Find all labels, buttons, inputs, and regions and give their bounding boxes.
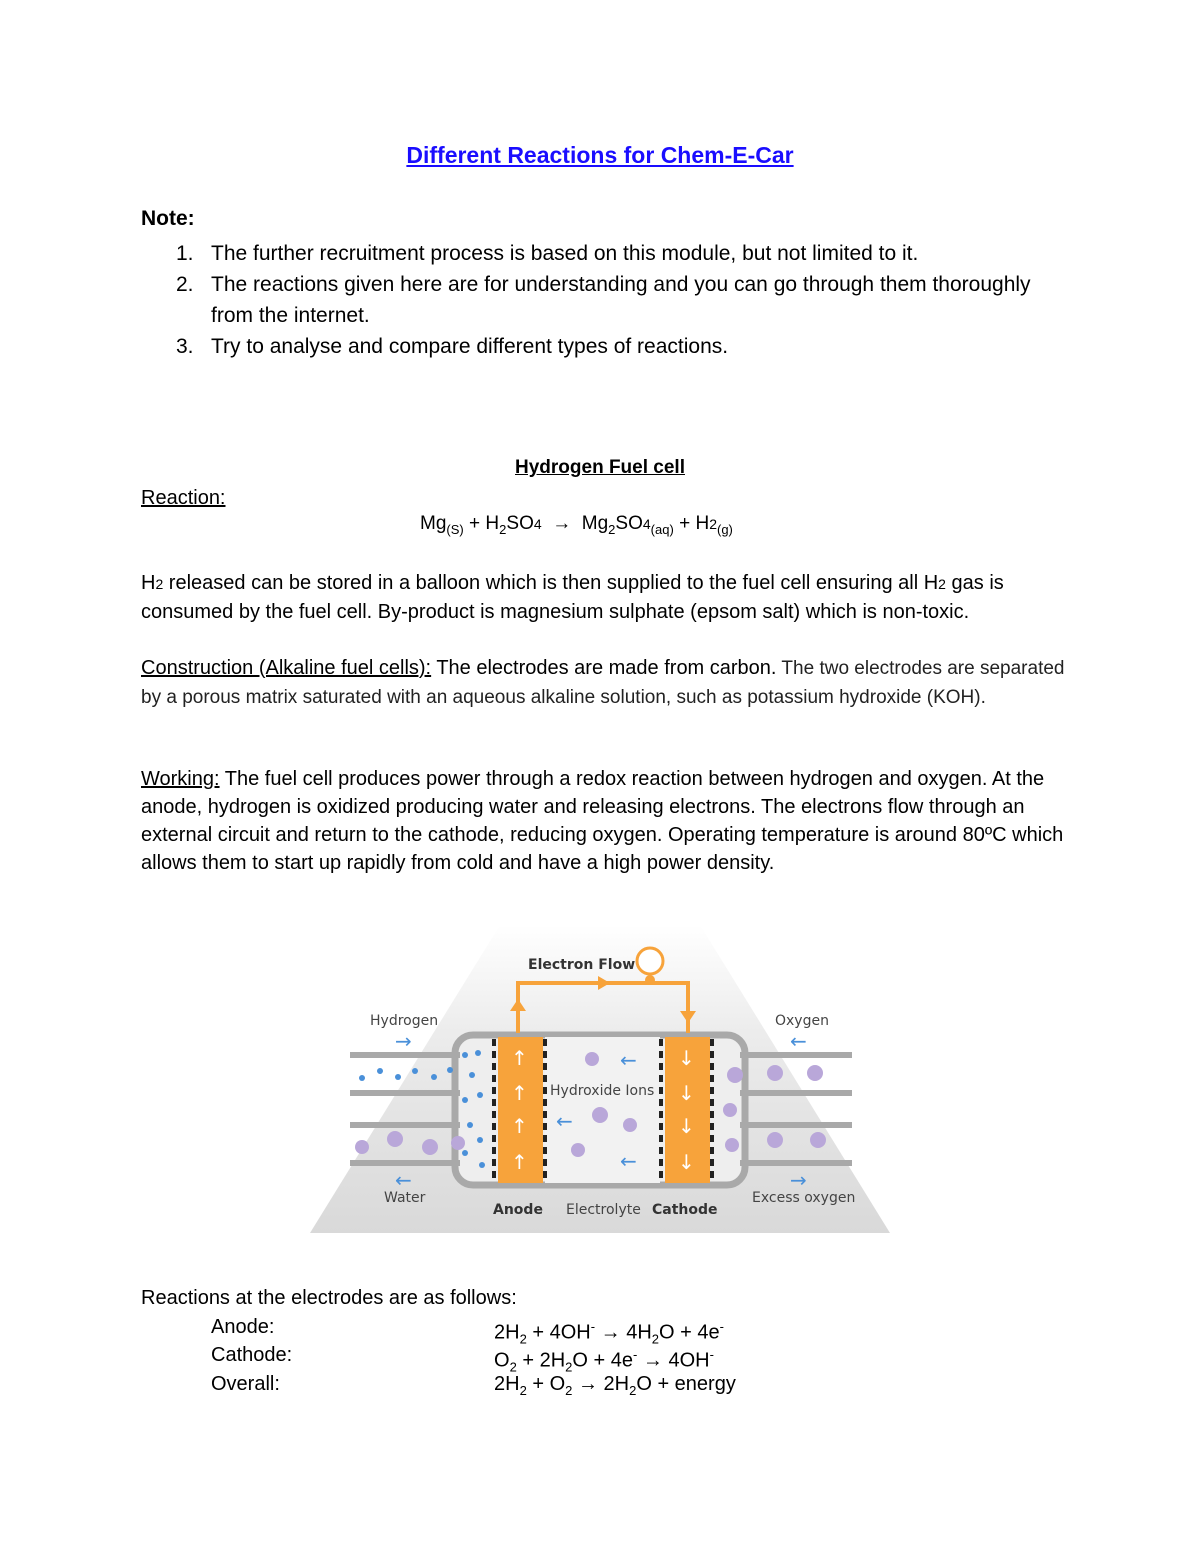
eq-sub: 2: [509, 1359, 517, 1375]
eq-term: O + 4e: [659, 1321, 720, 1344]
hydrogen-label: Hydrogen: [370, 1013, 439, 1029]
electrode-name-cathode: Cathode:: [211, 1344, 293, 1366]
svg-text:↑: ↑: [511, 1114, 528, 1138]
list-number: 1.: [176, 242, 194, 265]
fuel-cell-svg: [300, 925, 900, 1235]
svg-text:→: →: [395, 1029, 412, 1053]
fuel-cell-diagram: [300, 925, 900, 1235]
page-title[interactable]: Different Reactions for Chem-E-Car: [406, 142, 794, 168]
list-number: 3.: [176, 335, 194, 358]
eq-sub: 4: [533, 516, 542, 532]
eq-sub: 2: [519, 1383, 527, 1398]
svg-text:↓: ↓: [678, 1114, 695, 1138]
eq-term: H: [485, 513, 500, 534]
eq-term: SO: [506, 513, 534, 534]
text: The two electrodes are separated by a porous matrix saturated with an aqueous alkaline solution, such as potassium hydroxide (KOH).: [141, 658, 1065, 708]
note-list: [141, 238, 1041, 362]
svg-text:↑: ↑: [511, 1081, 528, 1105]
electron-flow-label: Electron Flow: [528, 957, 636, 973]
eq-op: +: [469, 513, 481, 534]
svg-text:←: ←: [395, 1168, 412, 1192]
subscript: 2: [938, 576, 946, 592]
subscript: 2: [155, 576, 164, 592]
eq-sub: 2: [629, 1383, 637, 1398]
text: H: [141, 572, 156, 594]
eq-sup: -: [709, 1347, 714, 1362]
section-title: Hydrogen Fuel cell: [515, 457, 685, 478]
eq-sub: 4: [642, 516, 651, 532]
eq-sub: 2: [519, 1331, 527, 1347]
hydroxide-ions-label: Hydroxide Ions: [550, 1083, 655, 1099]
text: gas is consumed by the fuel cell. By-product is magnesium sulphate (epsom salt) which is non-toxic.: [141, 572, 1004, 623]
eq-term: O: [494, 1349, 510, 1372]
excess-oxygen-label: Excess oxygen: [752, 1190, 856, 1206]
eq-sub: 2: [565, 1383, 573, 1398]
working-label: Working:: [141, 768, 220, 790]
eq-sub: 2: [709, 516, 717, 532]
svg-text:↓: ↓: [678, 1046, 695, 1070]
text: The fuel cell produces power through a redox reaction between hydrogen and oxygen. At the anode, hydrogen is oxidized producing water and releasing electrons. The electrons flow through an external circuit and return to the cathode, reducing oxygen. Operating temperature is around 80ºC which allows them to start up rapidly from cold and have a high power density.: [141, 768, 1064, 874]
svg-text:↑: ↑: [511, 1150, 528, 1174]
eq-term: O + energy: [636, 1373, 736, 1395]
cathode-label: Cathode: [652, 1202, 718, 1218]
water-label: Water: [384, 1190, 426, 1206]
list-text: The further recruitment process is based on this module, but not limited to it.: [211, 242, 919, 265]
eq-term: 2H: [494, 1321, 520, 1344]
eq-term: 2H: [494, 1373, 520, 1395]
list-text: The reactions given here are for understanding and you can go through them thoroughly from the internet.: [211, 273, 1031, 327]
oxygen-label: Oxygen: [775, 1013, 829, 1029]
eq-term: + 4OH: [526, 1321, 591, 1344]
reaction-label: Reaction:: [141, 487, 226, 509]
anode-label: Anode: [493, 1202, 543, 1218]
list-item: [141, 269, 1041, 331]
list-item: [141, 331, 1041, 362]
list-item: [141, 238, 1041, 269]
eq-term: → 4OH: [637, 1349, 710, 1372]
electrodes-intro: Reactions at the electrodes are as follows:: [141, 1287, 517, 1309]
eq-sub: (S): [446, 521, 464, 537]
text: released can be stored in a balloon which is then supplied to the fuel cell ensuring all H: [163, 572, 939, 594]
eq-term: Mg: [420, 513, 447, 534]
eq-term: → 2H: [572, 1373, 630, 1395]
eq-sub: 2: [499, 521, 507, 537]
overall-equation: [494, 1370, 736, 1405]
svg-text:→: →: [790, 1168, 807, 1192]
eq-term: → 4H: [595, 1321, 652, 1344]
eq-sup: -: [719, 1319, 724, 1334]
svg-text:←: ←: [620, 1048, 637, 1072]
eq-sup: -: [590, 1319, 596, 1334]
eq-op: +: [679, 513, 691, 534]
electrolyte-label: Electrolyte: [566, 1202, 641, 1218]
reaction-equation: [420, 513, 733, 537]
svg-text:←: ←: [620, 1149, 637, 1173]
svg-text:←: ←: [790, 1029, 807, 1053]
eq-term: O + 4e: [572, 1349, 633, 1372]
svg-text:↓: ↓: [678, 1150, 695, 1174]
h2-paragraph: [141, 569, 1066, 626]
eq-arrow: →: [552, 513, 572, 534]
eq-term: Mg: [581, 513, 609, 534]
svg-text:↓: ↓: [678, 1081, 695, 1105]
text: The electrodes are made from carbon.: [431, 657, 777, 679]
svg-text:↑: ↑: [511, 1046, 528, 1070]
eq-term: H: [695, 513, 710, 534]
construction-label: Construction (Alkaline fuel cells):: [141, 657, 432, 679]
eq-term: SO: [615, 513, 643, 534]
electrode-name-anode: Anode:: [211, 1316, 275, 1338]
eq-sub: (g): [716, 521, 733, 537]
eq-sub: (aq): [650, 521, 674, 537]
list-number: 2.: [176, 273, 194, 296]
electrode-name-overall: Overall:: [211, 1373, 280, 1395]
eq-sup: -: [633, 1347, 638, 1362]
eq-term: + 2H: [516, 1349, 566, 1372]
construction-paragraph: [141, 654, 1066, 712]
note-label: Note:: [141, 207, 195, 230]
working-paragraph: [141, 765, 1066, 877]
svg-text:←: ←: [556, 1109, 573, 1133]
eq-sub: 2: [565, 1359, 573, 1375]
list-text: Try to analyse and compare different types of reactions.: [211, 335, 729, 358]
eq-sub: 2: [651, 1331, 659, 1347]
eq-sub: 2: [608, 521, 616, 537]
eq-term: + O: [526, 1373, 566, 1395]
